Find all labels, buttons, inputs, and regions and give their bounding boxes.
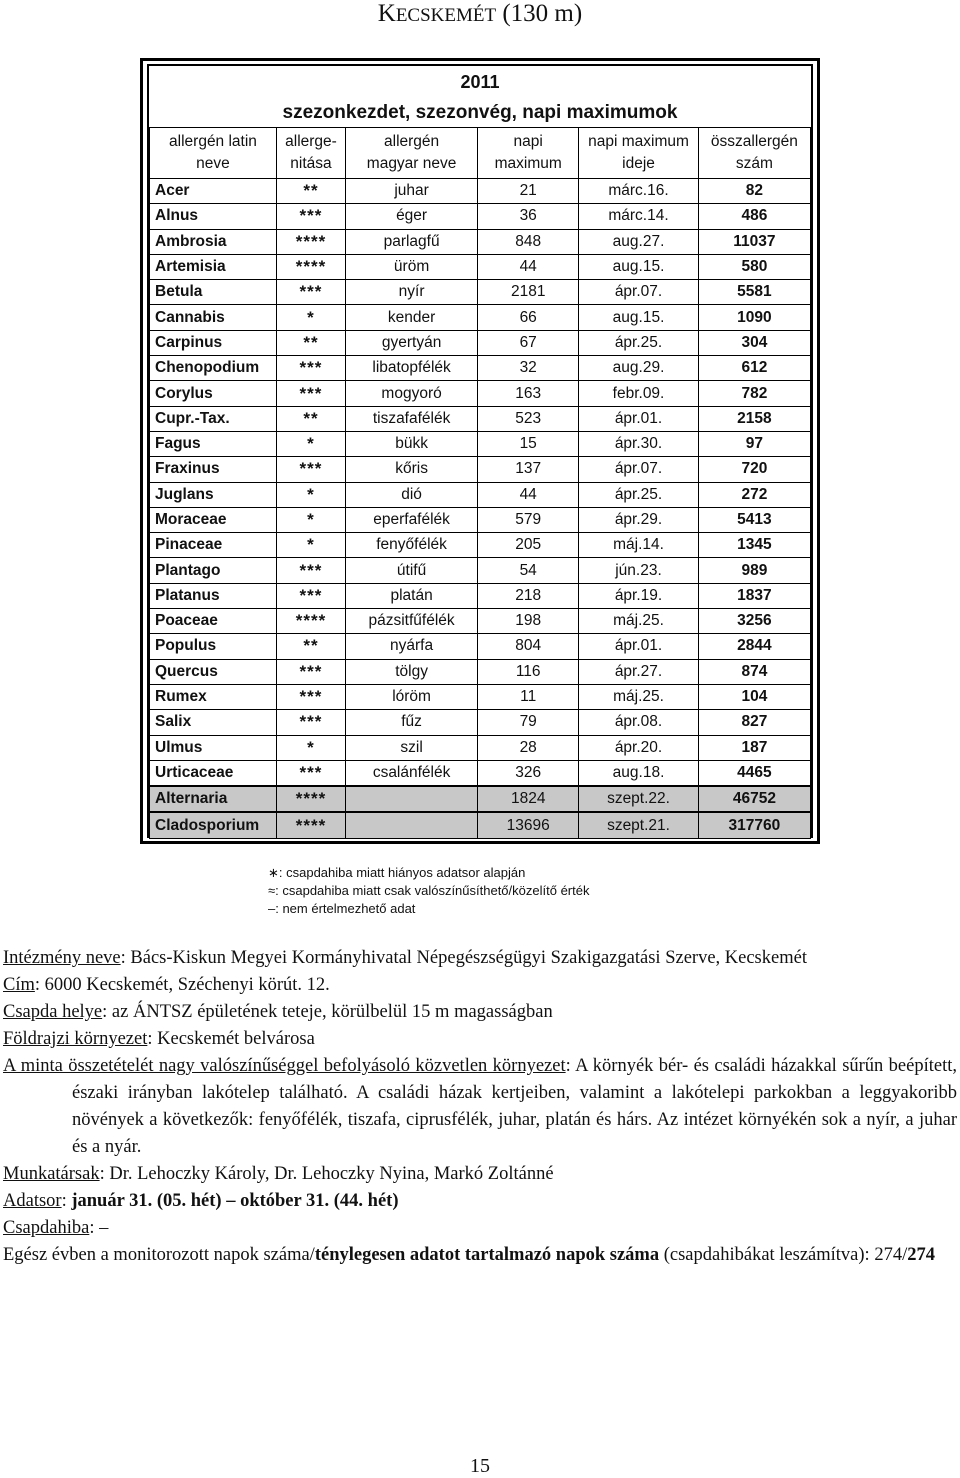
daily-max-cell: 15 xyxy=(478,431,579,456)
table-row xyxy=(150,204,811,229)
allergenicity-cell: * xyxy=(276,507,345,532)
allergenicity-cell: *** xyxy=(276,760,345,786)
max-date-cell: febr.09. xyxy=(579,381,699,406)
daily-max-cell: 67 xyxy=(478,330,579,355)
address-line: Cím: 6000 Kecskemét, Széchenyi körút. 12. xyxy=(3,975,330,995)
max-date-cell: máj.25. xyxy=(579,609,699,634)
total-count-cell: 187 xyxy=(698,735,810,760)
hungarian-name-cell: nyárfa xyxy=(346,634,478,659)
latin-name-cell: Artemisia xyxy=(150,254,277,279)
daily-max-cell: 32 xyxy=(478,356,579,381)
hungarian-name-cell: lóröm xyxy=(346,684,478,709)
trap-line: Csapda helye: az ÁNTSZ épületének teteje, körülbelül 15 m magasságban xyxy=(3,1002,553,1022)
column-header: allergén magyar neve xyxy=(346,128,478,179)
total-count-cell: 1837 xyxy=(698,583,810,608)
hungarian-name-cell: mogyoró xyxy=(346,381,478,406)
column-header: allerge- nitása xyxy=(276,128,345,179)
hungarian-name-cell xyxy=(346,812,478,838)
max-date-cell: aug.27. xyxy=(579,229,699,254)
total-count-cell: 874 xyxy=(698,659,810,684)
hungarian-name-cell: tölgy xyxy=(346,659,478,684)
max-date-cell: aug.15. xyxy=(579,305,699,330)
table-row xyxy=(150,735,811,760)
max-date-cell: jún.23. xyxy=(579,558,699,583)
daily-max-cell: 523 xyxy=(478,406,579,431)
page-number: 15 xyxy=(470,1455,490,1477)
table-row xyxy=(150,684,811,709)
pollen-table-frame xyxy=(140,58,820,844)
daily-max-cell: 36 xyxy=(478,204,579,229)
allergenicity-cell: **** xyxy=(276,609,345,634)
max-date-cell: szept.22. xyxy=(579,786,699,812)
total-count-cell: 272 xyxy=(698,482,810,507)
daily-max-cell: 804 xyxy=(478,634,579,659)
hungarian-name-cell: platán xyxy=(346,583,478,608)
latin-name-cell: Ulmus xyxy=(150,735,277,760)
latin-name-cell: Urticaceae xyxy=(150,760,277,786)
page-title: KECSKEMÉT (130 m) xyxy=(377,0,583,27)
total-count-cell: 5581 xyxy=(698,280,810,305)
environment-paragraph: A minta összetételét nagy valószínűséggel befolyásoló közvetlen környezet: A környék bér- és családi házakkal sűrűn beépített, északi irányban lakótelep található. A családi házak kertjeiben, valamint a lakótelepi parkokban a leggyakoribb növények a következők: fenyőfélék, tiszafa, ciprusfélék, juhar, platán és hárs. Az intézet környékén sok a nyír, a juhar és a nyár. xyxy=(3,1056,957,1157)
table-row xyxy=(150,634,811,659)
total-count-cell: 989 xyxy=(698,558,810,583)
allergenicity-cell: *** xyxy=(276,204,345,229)
latin-name-cell: Betula xyxy=(150,280,277,305)
hungarian-name-cell: kender xyxy=(346,305,478,330)
latin-name-cell: Populus xyxy=(150,634,277,659)
table-row xyxy=(150,229,811,254)
allergenicity-cell: * xyxy=(276,482,345,507)
table-row xyxy=(150,609,811,634)
max-date-cell: ápr.08. xyxy=(579,710,699,735)
table-row-fungal xyxy=(150,786,811,812)
daily-max-cell: 579 xyxy=(478,507,579,532)
latin-name-cell: Rumex xyxy=(150,684,277,709)
allergenicity-cell: **** xyxy=(276,229,345,254)
hungarian-name-cell: gyertyán xyxy=(346,330,478,355)
latin-name-cell: Fagus xyxy=(150,431,277,456)
latin-name-cell: Alternaria xyxy=(150,786,277,812)
hungarian-name-cell: bükk xyxy=(346,431,478,456)
hungarian-name-cell: éger xyxy=(346,204,478,229)
legend xyxy=(268,864,589,918)
allergenicity-cell: ** xyxy=(276,330,345,355)
hungarian-name-cell: parlagfű xyxy=(346,229,478,254)
latin-name-cell: Cannabis xyxy=(150,305,277,330)
daily-max-cell: 1824 xyxy=(478,786,579,812)
total-count-cell: 3256 xyxy=(698,609,810,634)
hungarian-name-cell: tiszafafélék xyxy=(346,406,478,431)
table-header-row xyxy=(150,128,811,179)
allergenicity-cell: * xyxy=(276,735,345,760)
max-date-cell: máj.25. xyxy=(579,684,699,709)
total-count-cell: 580 xyxy=(698,254,810,279)
latin-name-cell: Chenopodium xyxy=(150,356,277,381)
max-date-cell: máj.14. xyxy=(579,533,699,558)
daily-max-cell: 44 xyxy=(478,254,579,279)
daily-max-cell: 79 xyxy=(478,710,579,735)
daily-max-cell: 326 xyxy=(478,760,579,786)
hungarian-name-cell: fűz xyxy=(346,710,478,735)
table-row xyxy=(150,356,811,381)
daily-max-cell: 54 xyxy=(478,558,579,583)
max-date-cell: ápr.30. xyxy=(579,431,699,456)
latin-name-cell: Fraxinus xyxy=(150,457,277,482)
table-row xyxy=(150,659,811,684)
max-date-cell: aug.15. xyxy=(579,254,699,279)
legend-item: ≈: csapdahiba miatt csak valószínűsíthető/közelítő érték xyxy=(268,883,590,898)
max-date-cell: ápr.07. xyxy=(579,457,699,482)
daily-max-cell: 44 xyxy=(478,482,579,507)
table-row xyxy=(150,431,811,456)
latin-name-cell: Cupr.-Tax. xyxy=(150,406,277,431)
latin-name-cell: Alnus xyxy=(150,204,277,229)
allergenicity-cell: *** xyxy=(276,710,345,735)
hungarian-name-cell: útifű xyxy=(346,558,478,583)
daily-max-cell: 21 xyxy=(478,179,579,204)
daily-max-cell: 848 xyxy=(478,229,579,254)
daily-max-cell: 28 xyxy=(478,735,579,760)
hungarian-name-cell: fenyőfélék xyxy=(346,533,478,558)
max-date-cell: ápr.19. xyxy=(579,583,699,608)
max-date-cell: aug.18. xyxy=(579,760,699,786)
table-row xyxy=(150,533,811,558)
column-header: napi maximum ideje xyxy=(579,128,699,179)
daily-max-cell: 198 xyxy=(478,609,579,634)
daily-max-cell: 205 xyxy=(478,533,579,558)
allergenicity-cell: * xyxy=(276,533,345,558)
allergenicity-cell: *** xyxy=(276,356,345,381)
hungarian-name-cell: pázsitfűfélék xyxy=(346,609,478,634)
legend-item: –: nem értelmezhető adat xyxy=(268,901,416,916)
max-date-cell: ápr.29. xyxy=(579,507,699,532)
daily-max-cell: 163 xyxy=(478,381,579,406)
latin-name-cell: Salix xyxy=(150,710,277,735)
hungarian-name-cell xyxy=(346,786,478,812)
total-count-cell: 1090 xyxy=(698,305,810,330)
table-row xyxy=(150,305,811,330)
allergenicity-cell: * xyxy=(276,431,345,456)
allergenicity-cell: *** xyxy=(276,280,345,305)
table-row xyxy=(150,482,811,507)
max-date-cell: ápr.25. xyxy=(579,482,699,507)
daily-max-cell: 116 xyxy=(478,659,579,684)
table-subtitle: szezonkezdet, szezonvég, napi maximumok xyxy=(282,102,678,123)
allergenicity-cell: *** xyxy=(276,457,345,482)
table-row xyxy=(150,760,811,786)
hungarian-name-cell: dió xyxy=(346,482,478,507)
latin-name-cell: Carpinus xyxy=(150,330,277,355)
allergenicity-cell: * xyxy=(276,305,345,330)
info-section xyxy=(3,945,957,1269)
table-year: 2011 xyxy=(460,72,500,92)
table-row xyxy=(150,406,811,431)
total-count-cell: 720 xyxy=(698,457,810,482)
staff-line: Munkatársak: Dr. Lehoczky Károly, Dr. Lehoczky Nyina, Markó Zoltánné xyxy=(3,1164,554,1184)
total-count-cell: 1345 xyxy=(698,533,810,558)
total-count-cell: 104 xyxy=(698,684,810,709)
total-count-cell: 2158 xyxy=(698,406,810,431)
total-count-cell: 97 xyxy=(698,431,810,456)
hungarian-name-cell: kőris xyxy=(346,457,478,482)
total-count-cell: 5413 xyxy=(698,507,810,532)
max-date-cell: ápr.01. xyxy=(579,634,699,659)
hungarian-name-cell: eperfafélék xyxy=(346,507,478,532)
table-row xyxy=(150,558,811,583)
allergenicity-cell: **** xyxy=(276,812,345,838)
geo-line: Földrajzi környezet: Kecskemét belvárosa xyxy=(3,1029,315,1049)
max-date-cell: aug.29. xyxy=(579,356,699,381)
max-date-cell: ápr.27. xyxy=(579,659,699,684)
total-count-cell: 11037 xyxy=(698,229,810,254)
total-count-cell: 612 xyxy=(698,356,810,381)
latin-name-cell: Ambrosia xyxy=(150,229,277,254)
table-row xyxy=(150,254,811,279)
latin-name-cell: Juglans xyxy=(150,482,277,507)
allergenicity-cell: *** xyxy=(276,381,345,406)
daily-max-cell: 218 xyxy=(478,583,579,608)
table-row xyxy=(150,710,811,735)
allergenicity-cell: *** xyxy=(276,659,345,684)
allergenicity-cell: **** xyxy=(276,786,345,812)
total-count-cell: 317760 xyxy=(698,812,810,838)
table-row xyxy=(150,507,811,532)
allergenicity-cell: ** xyxy=(276,634,345,659)
table-row xyxy=(150,381,811,406)
max-date-cell: szept.21. xyxy=(579,812,699,838)
allergenicity-cell: *** xyxy=(276,558,345,583)
latin-name-cell: Cladosporium xyxy=(150,812,277,838)
total-count-cell: 782 xyxy=(698,381,810,406)
allergenicity-cell: **** xyxy=(276,254,345,279)
allergenicity-cell: ** xyxy=(276,406,345,431)
allergenicity-cell: ** xyxy=(276,179,345,204)
max-date-cell: ápr.20. xyxy=(579,735,699,760)
latin-name-cell: Platanus xyxy=(150,583,277,608)
total-count-cell: 827 xyxy=(698,710,810,735)
total-count-cell: 486 xyxy=(698,204,810,229)
monitored-days-paragraph: Egész évben a monitorozott napok száma/ténylegesen adatot tartalmazó napok száma (csapdahibákat leszámítva): 274/274 xyxy=(3,1245,935,1265)
legend-item: ∗: csapdahiba miatt hiányos adatsor alapján xyxy=(268,865,526,880)
hungarian-name-cell: szil xyxy=(346,735,478,760)
daily-max-cell: 13696 xyxy=(478,812,579,838)
column-header: összallergén szám xyxy=(698,128,810,179)
trap-error-line: Csapdahiba: – xyxy=(3,1218,109,1238)
latin-name-cell: Acer xyxy=(150,179,277,204)
max-date-cell: márc.16. xyxy=(579,179,699,204)
latin-name-cell: Moraceae xyxy=(150,507,277,532)
total-count-cell: 304 xyxy=(698,330,810,355)
hungarian-name-cell: üröm xyxy=(346,254,478,279)
column-header: napi maximum xyxy=(478,128,579,179)
daily-max-cell: 2181 xyxy=(478,280,579,305)
table-row xyxy=(150,280,811,305)
data-range-line: Adatsor: január 31. (05. hét) – október 31. (44. hét) xyxy=(3,1191,399,1211)
table-row xyxy=(150,583,811,608)
institution-line: Intézmény neve: Bács-Kiskun Megyei Kormányhivatal Népegészségügyi Szakigazgatási Szerve, Kecskemét xyxy=(3,948,807,968)
max-date-cell: ápr.07. xyxy=(579,280,699,305)
hungarian-name-cell: nyír xyxy=(346,280,478,305)
total-count-cell: 82 xyxy=(698,179,810,204)
latin-name-cell: Plantago xyxy=(150,558,277,583)
column-header: allergén latin neve xyxy=(150,128,277,179)
hungarian-name-cell: juhar xyxy=(346,179,478,204)
latin-name-cell: Quercus xyxy=(150,659,277,684)
hungarian-name-cell: libatopfélék xyxy=(346,356,478,381)
latin-name-cell: Poaceae xyxy=(150,609,277,634)
total-count-cell: 2844 xyxy=(698,634,810,659)
allergenicity-cell: *** xyxy=(276,583,345,608)
pollen-table xyxy=(149,127,811,839)
table-row xyxy=(150,179,811,204)
daily-max-cell: 137 xyxy=(478,457,579,482)
total-count-cell: 46752 xyxy=(698,786,810,812)
total-count-cell: 4465 xyxy=(698,760,810,786)
table-row xyxy=(150,457,811,482)
max-date-cell: ápr.25. xyxy=(579,330,699,355)
daily-max-cell: 11 xyxy=(478,684,579,709)
latin-name-cell: Corylus xyxy=(150,381,277,406)
latin-name-cell: Pinaceae xyxy=(150,533,277,558)
max-date-cell: márc.14. xyxy=(579,204,699,229)
daily-max-cell: 66 xyxy=(478,305,579,330)
max-date-cell: ápr.01. xyxy=(579,406,699,431)
table-row xyxy=(150,330,811,355)
allergenicity-cell: *** xyxy=(276,684,345,709)
hungarian-name-cell: csalánfélék xyxy=(346,760,478,786)
table-row-fungal xyxy=(150,812,811,838)
